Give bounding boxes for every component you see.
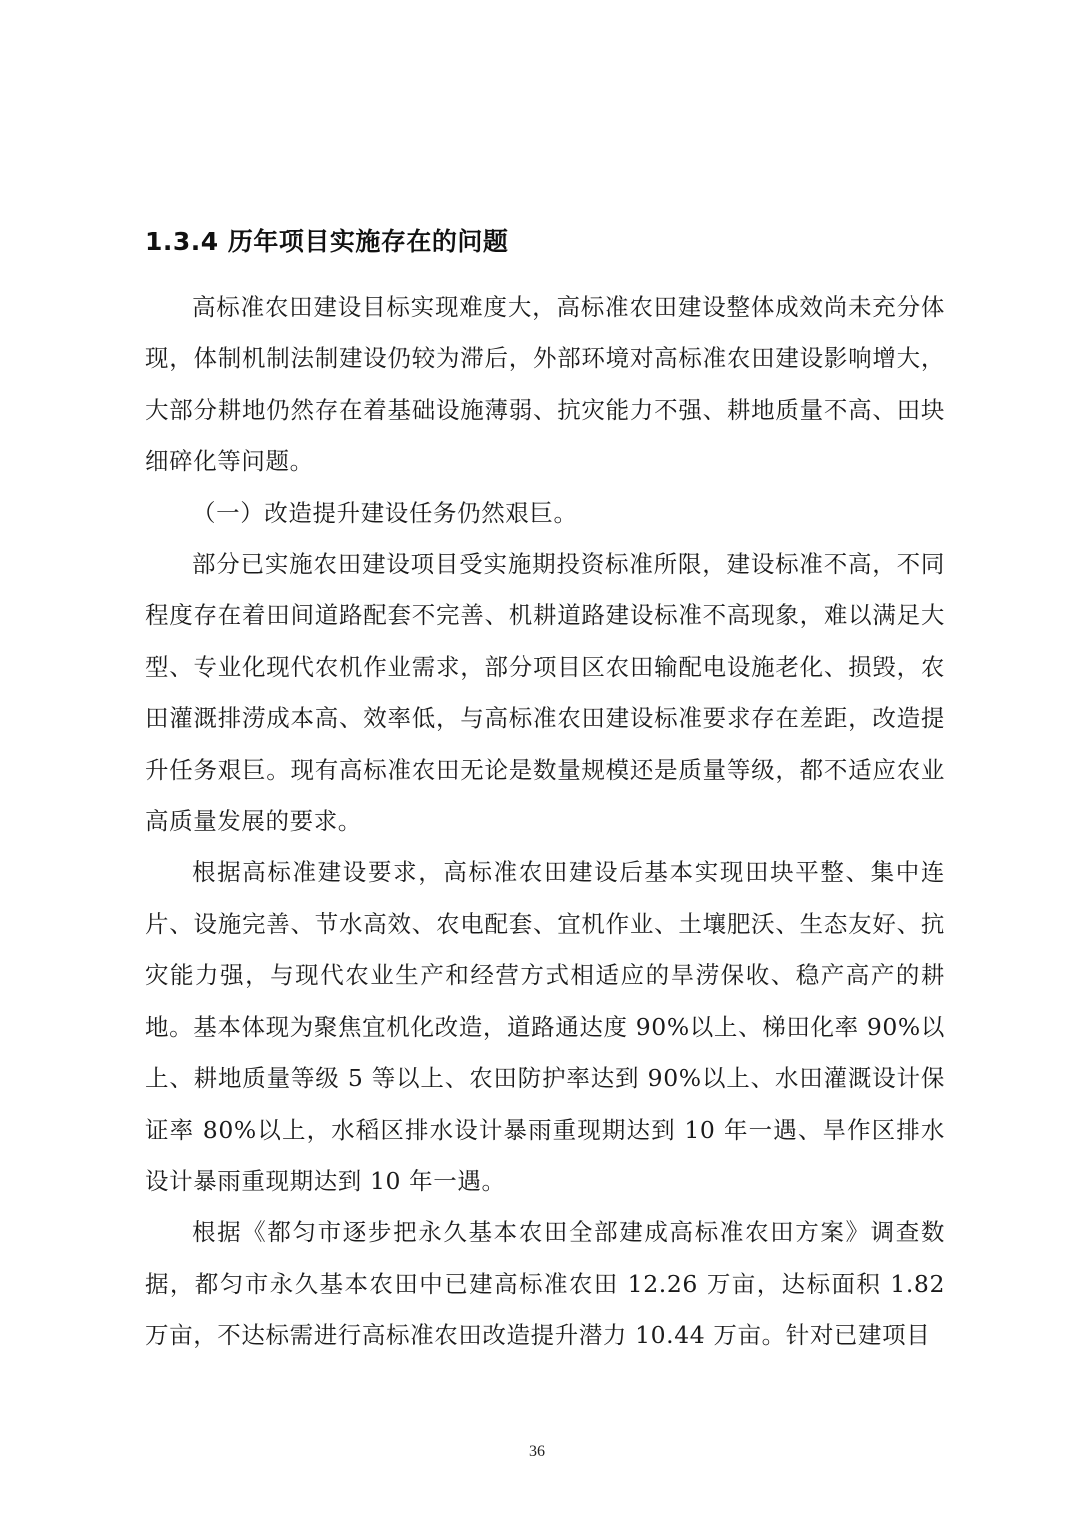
page-number: 36 (529, 1443, 545, 1460)
subheading-renovation-task: （一）改造提升建设任务仍然艰巨。 (192, 498, 578, 527)
body-text (145, 282, 945, 1362)
paragraph-construction-requirements: 根据高标准建设要求，高标准农田建设后基本实现田块平整、集中连片、设施完善、节水高效、农电配套、宜机作业、土壤肥沃、生态友好、抗灾能力强，与现代农业生产和经营方式相适应的旱涝保收、稳产高产的耕地。基本体现为聚焦宜机化改造，道路通达度 90%以上、梯田化率 90%以上、耕地质量等级 5 等以上、农田防护率达到 90%以上、水田灌溉设计保证率 80%以上，水稻区排水设计暴雨重现期达到 10 年一遇、旱作区排水设计暴雨重现期达到 10 年一遇。 (145, 858, 945, 1195)
paragraph-overview: 高标准农田建设目标实现难度大，高标准农田建设整体成效尚未充分体现，体制机制法制建设仍较为滞后，外部环境对高标准农田建设影响增大，大部分耕地仍然存在着基础设施薄弱、抗灾能力不强、耕地质量不高、田块细碎化等问题。 (145, 293, 945, 476)
paragraph-existing-projects: 部分已实施农田建设项目受实施期投资标准所限，建设标准不高，不同程度存在着田间道路配套不完善、机耕道路建设标准不高现象，难以满足大型、专业化现代农机作业需求，部分项目区农田输配电设施老化、损毁，农田灌溉排涝成本高、效率低，与高标准农田建设标准要求存在差距，改造提升任务艰巨。现有高标准农田无论是数量规模还是质量等级，都不适应农业高质量发展的要求。 (145, 550, 945, 836)
section-heading: 1.3.4 历年项目实施存在的问题 (145, 227, 509, 256)
paragraph-survey-data: 根据《都匀市逐步把永久基本农田全部建成高标准农田方案》调查数据，都匀市永久基本农田中已建高标准农田 12.26 万亩，达标面积 1.82 万亩，不达标需进行高标准农田改造提升潜力 10.44 万亩。针对已建项目 (145, 1218, 945, 1350)
